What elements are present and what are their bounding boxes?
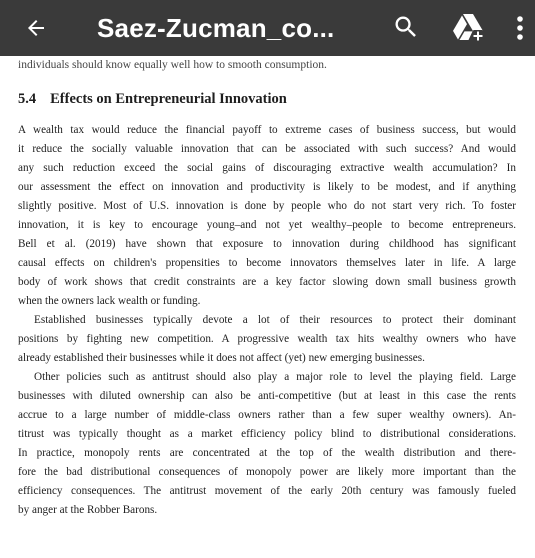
app-bar — [0, 0, 535, 56]
paragraph-line: In practice, monopoly rents are concentrated at the top of the wealth distribution and there- — [18, 447, 516, 459]
paragraph-line: already established their businesses while it does not affect (yet) new emerging businesses. — [18, 352, 425, 364]
more-options-button[interactable] — [512, 12, 528, 44]
paragraph-line: positions by fighting new competition. A progressive wealth tax hits wealthy owners who have — [18, 333, 516, 345]
more-vert-icon — [512, 12, 528, 44]
previous-text-line: individuals should know equally well how to smooth consumption. — [18, 59, 327, 71]
paragraph-line: titrust was typically thought as a market efficiency policy blind to distributional considerations. — [18, 428, 516, 440]
paragraph-line: innovation, it is key to encourage young–and not yet wealthy–people to become entrepreneurs. — [18, 219, 516, 231]
paragraph-line: causal effects on children's propensities to become innovators themselves later in life. A large — [18, 257, 516, 269]
paragraph-line: slightly positive. Most of U.S. innovation is done by people who do not start very rich. To foster — [18, 200, 516, 212]
document-title: Saez-Zucman_co... — [97, 13, 335, 43]
paragraph-line: accrue to a large number of middle-class owners rather than a few super wealthy owners). An- — [18, 409, 516, 421]
paragraph-line: our assessment the effect on innovation and productivity is likely to be modest, and if anything — [18, 181, 516, 193]
back-button[interactable] — [22, 14, 50, 42]
paragraph-line: it reduce the socially valuable innovation that can be associated with such success? And would — [18, 143, 516, 155]
paragraph-line: by anger at the Robber Barons. — [18, 504, 158, 516]
paragraph-line: body of work shows that credit constraints are a key factor slowing down small business growth — [18, 276, 516, 288]
section-heading — [18, 90, 287, 108]
pdf-page[interactable] — [0, 56, 535, 558]
paragraph-line: when the owners lack wealth or funding. — [18, 295, 201, 307]
paragraph-line: efficiency consequences. The antitrust movement of the early 20th century was famously fueled — [18, 485, 516, 497]
search-button[interactable] — [392, 13, 420, 41]
paragraph-line: Other policies such as antitrust should also play a major role to level the playing field. Large — [34, 371, 516, 383]
section-title: Effects on Entrepreneurial Innovation — [50, 91, 287, 107]
add-to-drive-button[interactable] — [452, 12, 484, 42]
paragraph-line: Established businesses typically devote a lot of their resources to protect their dominant — [34, 314, 516, 326]
paragraph-line: businesses with diluted ownership can also be anti-competitive (but at least in this case the rents — [18, 390, 516, 402]
paragraph-line: any such reduction exceed the social gains of discouraging extractive wealth accumulation? In — [18, 162, 516, 174]
section-number: 5.4 — [18, 91, 37, 107]
paragraph-line: A wealth tax would reduce the financial payoff to extreme cases of business success, but would — [18, 124, 516, 136]
paragraph-line: fore the bad distributional consequences of monopoly power are likely more important than the — [18, 466, 516, 478]
search-icon — [392, 13, 420, 41]
back-arrow-icon — [24, 16, 48, 40]
add-to-drive-icon — [452, 12, 484, 42]
paragraph-line: Bell et al. (2019) have shown that exposure to innovation during childhood has significant — [18, 238, 516, 250]
